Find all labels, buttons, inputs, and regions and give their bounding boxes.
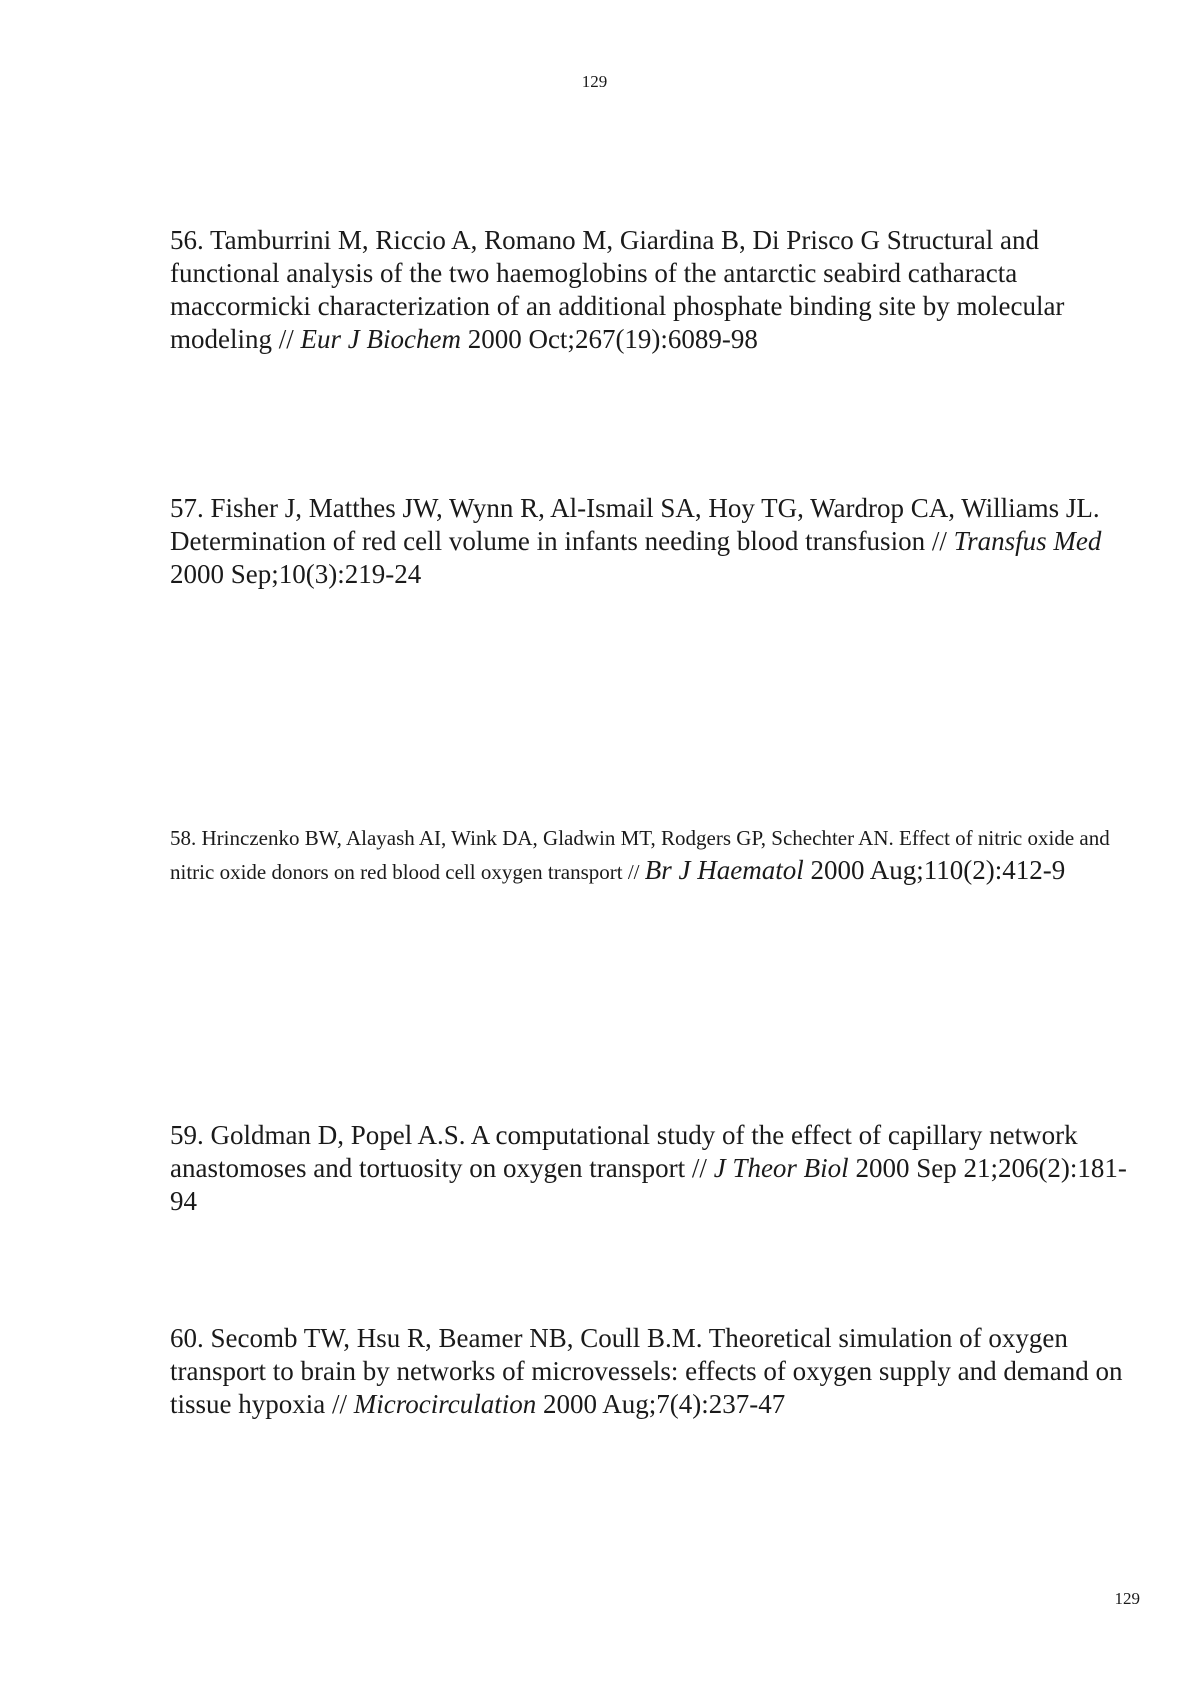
reference-60 <box>170 1322 1130 1421</box>
reference-57-journal: Transfus Med <box>953 526 1102 556</box>
reference-56-text: 56. Tamburrini M, Riccio A, Romano M, Giardina B, Di Prisco G Structural and functional analysis of the two haemoglobins of the antarctic seabird catharacta maccormicki characterization of an additional phosphate binding site by molecular modeling // <box>170 225 1065 354</box>
reference-56-journal: Eur J Biochem <box>300 324 461 354</box>
page-number-bottom: 129 <box>1114 1589 1140 1608</box>
reference-57-details: 2000 Sep;10(3):219-24 <box>170 559 422 589</box>
reference-56 <box>170 224 1130 356</box>
reference-60-details: 2000 Aug;7(4):237-47 <box>536 1389 786 1419</box>
reference-59 <box>170 1119 1130 1218</box>
reference-58-text: 58. Hrinczenko BW, Alayash AI, Wink DA, Gladwin MT, Rodgers GP, Schechter AN. Effect of nitric oxide and nitric oxide donors on red blood cell oxygen transport // <box>170 826 1110 884</box>
reference-56-details: 2000 Oct;267(19):6089-98 <box>460 324 758 354</box>
page-number-top: 129 <box>581 72 608 91</box>
reference-57-text: 57. Fisher J, Matthes JW, Wynn R, Al-Ismail SA, Hoy TG, Wardrop CA, Williams JL. Determination of red cell volume in infants needing blood transfusion // <box>170 493 1100 556</box>
reference-57 <box>170 492 1130 591</box>
reference-58-details: 2000 Aug;110(2):412-9 <box>803 855 1066 885</box>
reference-58 <box>170 822 1130 888</box>
reference-59-details: 2000 Sep 21;206(2):181-94 <box>170 1153 1127 1216</box>
reference-58-journal: Br J Haematol <box>644 855 804 885</box>
reference-59-journal: J Theor Biol <box>713 1153 849 1183</box>
reference-60-journal: Microcirculation <box>353 1389 537 1419</box>
reference-59-text: 59. Goldman D, Popel A.S. A computational study of the effect of capillary network anastomoses and tortuosity on oxygen transport // <box>170 1120 1078 1183</box>
reference-60-text: 60. Secomb TW, Hsu R, Beamer NB, Coull B.M. Theoretical simulation of oxygen transport to brain by networks of microvessels: effects of oxygen supply and demand on tissue hypoxia // <box>170 1323 1123 1419</box>
